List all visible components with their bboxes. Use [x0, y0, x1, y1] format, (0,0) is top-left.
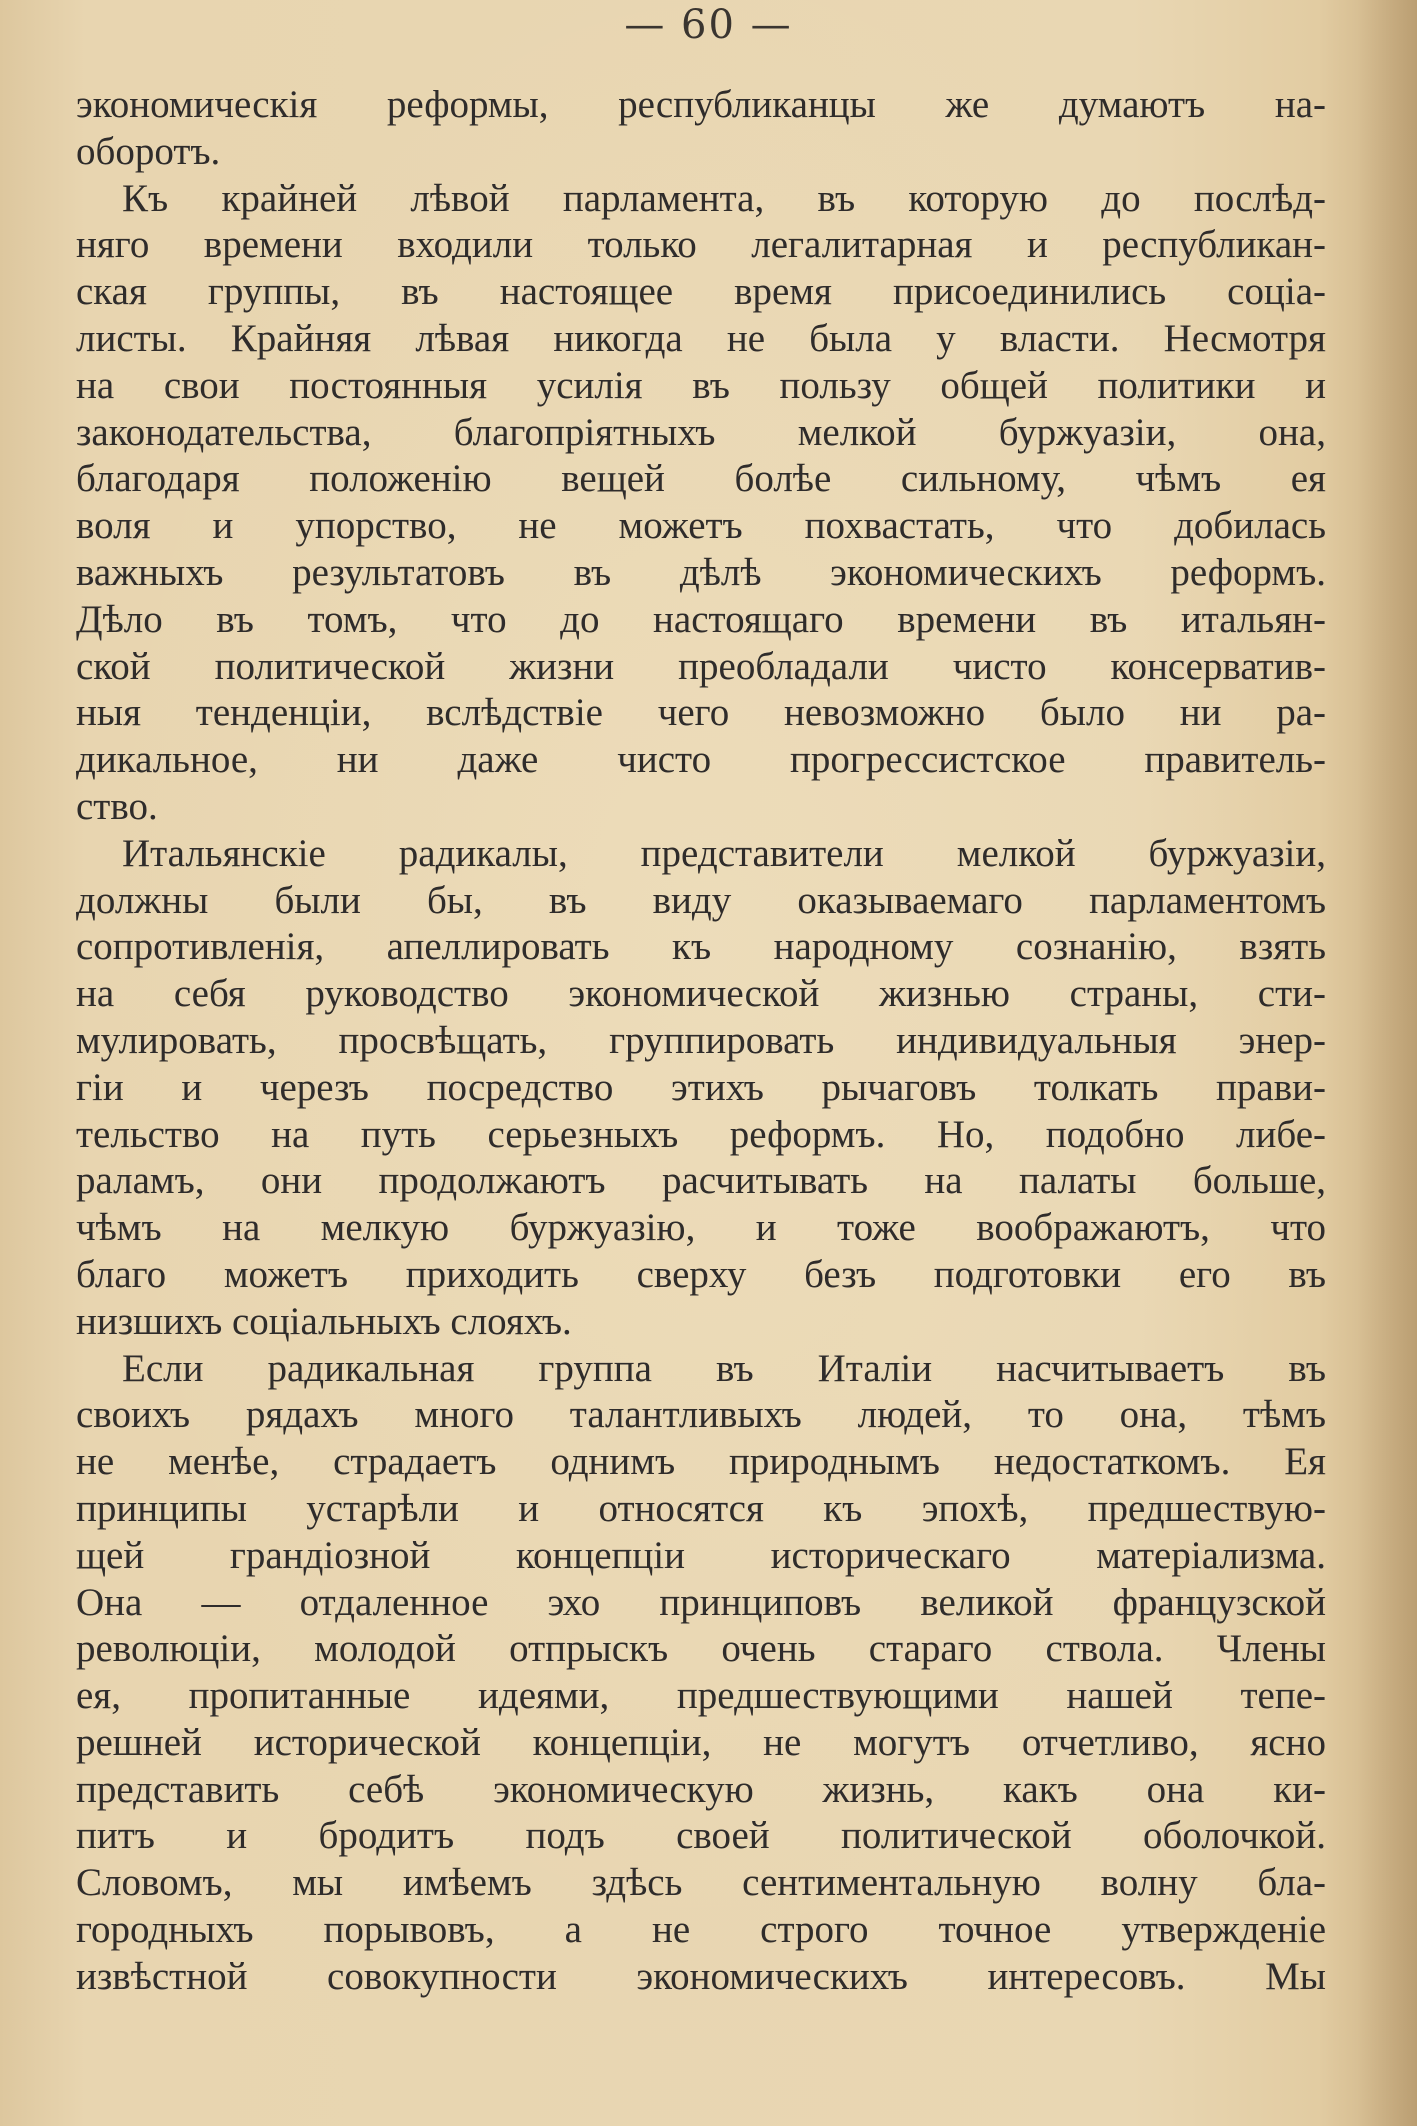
text-line: на свои постоянныя усилія въ пользу общей политики и: [76, 363, 1326, 407]
text-line: благо можетъ приходить сверху безъ подготовки его въ: [76, 1252, 1326, 1296]
text-line: чѣмъ на мелкую буржуазію, и тоже воображаютъ, что: [76, 1206, 1326, 1250]
text-line: тельство на путь серьезныхъ реформъ. Но, подобно либе-: [76, 1112, 1326, 1156]
text-line: благодаря положенію вещей болѣе сильному, чѣмъ ея: [76, 457, 1326, 501]
text-line: важныхъ результатовъ въ дѣлѣ экономическихъ реформъ.: [76, 550, 1326, 594]
text-line: должны были бы, въ виду оказываемаго парламентомъ: [76, 878, 1326, 922]
text-line: раламъ, они продолжаютъ расчитывать на палаты больше,: [76, 1159, 1326, 1203]
text-line: Итальянскіе радикалы, представители мелкой буржуазіи,: [122, 831, 1326, 875]
text-line: гіи и черезъ посредство этихъ рычаговъ толкать прави-: [76, 1065, 1326, 1109]
text-line: листы. Крайняя лѣвая никогда не была у власти. Несмотря: [76, 316, 1326, 360]
text-line: Къ крайней лѣвой парламента, въ которую до послѣд-: [122, 176, 1326, 220]
text-line: дикальное, ни даже чисто прогрессистское правитель-: [76, 738, 1326, 782]
text-line: Она — отдаленное эхо принциповъ великой французской: [76, 1580, 1326, 1624]
text-line: представить себѣ экономическую жизнь, какъ она ки-: [76, 1767, 1326, 1811]
page-body-text: [76, 82, 1326, 2001]
text-line: революціи, молодой отпрыскъ очень стараго ствола. Члены: [76, 1627, 1326, 1671]
text-line: экономическія реформы, республиканцы же думаютъ на-: [76, 83, 1326, 126]
text-line: ская группы, въ настоящее время присоединились соціа-: [76, 270, 1326, 314]
text-line: принципы устарѣли и относятся къ эпохѣ, предшествую-: [76, 1486, 1326, 1530]
text-line: не менѣе, страдаетъ однимъ природнымъ недостаткомъ. Ея: [76, 1440, 1326, 1484]
text-line: извѣстной совокупности экономическихъ интересовъ. Мы: [76, 1954, 1326, 1998]
paragraph-2: [76, 176, 1326, 831]
text-line: ныя тенденціи, вслѣдствіе чего невозможно было ни ра-: [76, 691, 1326, 735]
paragraph-1: [76, 82, 1326, 176]
text-line: Если радикальная группа въ Италіи насчитываетъ въ: [122, 1346, 1326, 1390]
text-line: ство.: [76, 784, 158, 828]
text-line: питъ и бродитъ подъ своей политической оболочкой.: [76, 1814, 1326, 1858]
paragraph-3: [76, 831, 1326, 1346]
text-line: решней исторической концепціи, не могутъ отчетливо, ясно: [76, 1720, 1326, 1764]
text-line: Словомъ, мы имѣемъ здѣсь сентиментальную волну бла-: [76, 1861, 1326, 1905]
text-line: щей грандіозной концепціи историческаго матеріализма.: [76, 1533, 1326, 1577]
page-number: — 60 —: [624, 2, 793, 48]
text-line: ской политической жизни преобладали чисто консерватив-: [76, 644, 1326, 688]
paragraph-4: [76, 1346, 1326, 2001]
text-line: своихъ рядахъ много талантливыхъ людей, то она, тѣмъ: [76, 1393, 1326, 1437]
text-line: Дѣло въ томъ, что до настоящаго времени въ итальян-: [76, 597, 1326, 641]
text-line: воля и упорство, не можетъ похвастать, что добилась: [76, 504, 1326, 548]
text-line: ея, пропитанные идеями, предшествующими нашей тепе-: [76, 1674, 1326, 1718]
page-edge-shadow: [1357, 0, 1417, 2126]
text-line: низшихъ соціальныхъ слояхъ.: [76, 1299, 572, 1343]
text-line: городныхъ порывовъ, а не строго точное утвержденіе: [76, 1908, 1326, 1952]
text-line: сопротивленія, апеллировать къ народному сознанію, взять: [76, 925, 1326, 969]
text-line: оборотъ.: [76, 129, 221, 173]
text-line: няго времени входили только легалитарная и республикан-: [76, 223, 1326, 267]
text-line: на себя руководство экономической жизнью страны, сти-: [76, 972, 1326, 1016]
text-line: мулировать, просвѣщать, группировать индивидуальныя энер-: [76, 1018, 1326, 1062]
text-line: законодательства, благопріятныхъ мелкой буржуазіи, она,: [76, 410, 1326, 454]
